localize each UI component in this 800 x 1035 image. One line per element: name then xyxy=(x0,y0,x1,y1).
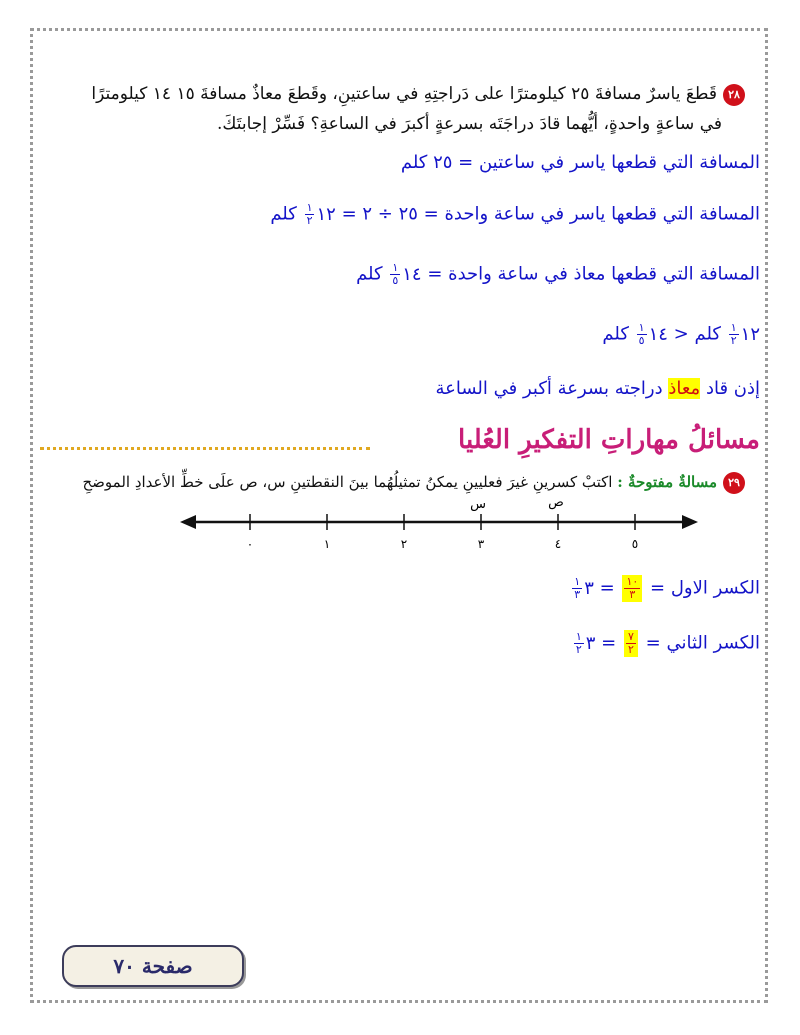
tick-group xyxy=(247,514,638,551)
mixed-number xyxy=(303,201,336,227)
highlighted-name: معاذ xyxy=(668,378,701,399)
whole-part: ٣ xyxy=(584,577,594,599)
question-28-line2: في ساعةٍ واحدةٍ، أيُّهما قادَ دراجَتَه بسرعةٍ أكبرَ في الساعةِ؟ فَسِّرْ إجابتَكَ. xyxy=(217,114,722,134)
fraction xyxy=(574,631,584,656)
question-number-badge: ٢٩ xyxy=(723,472,745,494)
denominator: ٢ xyxy=(627,643,634,656)
page-number-label: صفحة ٧٠ xyxy=(62,945,244,987)
tick-label: ١ xyxy=(323,537,331,551)
mixed-number xyxy=(570,575,594,601)
unit: كلم xyxy=(356,263,383,285)
denominator: ٢ xyxy=(730,334,737,347)
question-29-text: اكتبْ كسرينِ غيرَ فعليينِ يمكنُ تمثيلُهُما بينَ النقطتينِ س، ص علَى خطِّ الأعدادِ الموضحِ xyxy=(82,473,613,491)
tick-label: ٥ xyxy=(631,537,639,551)
less-than-sign: < xyxy=(673,323,689,345)
denominator: ٢ xyxy=(306,214,313,227)
point-p-label: ص xyxy=(548,495,564,510)
conclusion-pre: إذن قاد xyxy=(705,378,760,399)
second-fraction-label: الكسر الثاني = xyxy=(645,632,760,654)
section-title: مسائلُ مهاراتِ التفكيرِ العُليا xyxy=(458,425,760,455)
numerator: ١٠ xyxy=(626,575,639,588)
numerator: ١ xyxy=(730,321,737,334)
unit: كلم xyxy=(694,323,721,345)
arrow-right-icon xyxy=(682,515,698,529)
whole-part: ١٤ xyxy=(648,323,668,345)
mixed-number xyxy=(388,261,422,287)
question-28-line1: قَطعَ ياسرٌ مسافةَ ٢٥ كيلومترًا على دَراجتِهِ في ساعتينِ، وقَطعَ معاذٌ مسافةَ ١٥ ١٤ كيلومترًا xyxy=(91,84,717,104)
denominator: ٥ xyxy=(638,334,645,347)
tick-label: ٠ xyxy=(246,537,254,551)
whole-part: ١٢ xyxy=(740,323,760,345)
second-fraction-line: الكسر الثاني = $\frac{٧}{٢}$ = ٣ $\frac{١}{٢}$ xyxy=(572,630,760,657)
numerator: ١ xyxy=(392,261,399,274)
numerator: ١ xyxy=(638,321,645,334)
whole-part: ١٤ xyxy=(402,263,422,285)
arrow-left-icon xyxy=(180,515,196,529)
fraction xyxy=(390,262,400,287)
comparison-line xyxy=(602,322,760,347)
unit: كلم xyxy=(270,203,297,225)
dotted-divider xyxy=(40,447,370,450)
denominator: ٥ xyxy=(392,274,399,287)
answer-line-2 xyxy=(270,202,760,227)
conclusion-line xyxy=(435,378,760,399)
denominator: ٣ xyxy=(574,588,581,601)
mixed-number xyxy=(572,630,596,656)
answer-line-3-text: المسافة التي قطعها معاذ في ساعة واحدة = xyxy=(427,263,760,285)
numerator: ١ xyxy=(574,575,581,588)
tick-label: ٣ xyxy=(477,537,485,551)
numerator: ١ xyxy=(306,201,313,214)
fraction xyxy=(305,202,315,227)
tick-label: ٢ xyxy=(400,537,408,551)
improper-fraction xyxy=(622,575,642,602)
numerator: ٧ xyxy=(627,630,634,643)
conclusion-post: دراجته بسرعة أكبر في الساعة xyxy=(435,378,663,399)
mixed-number-b xyxy=(635,321,668,347)
point-s-label: س xyxy=(470,497,486,512)
denominator: ٢ xyxy=(575,643,582,656)
tick-label: ٤ xyxy=(554,537,562,551)
question-number-badge: ٢٨ xyxy=(723,84,745,106)
unit: كلم xyxy=(602,323,629,345)
whole-part: ٣ xyxy=(585,632,596,654)
answer-line-1: المسافة التي قطعها ياسر في ساعتين = ٢٥ كلم xyxy=(400,152,760,173)
section-header xyxy=(40,425,760,465)
fraction xyxy=(729,322,739,347)
first-fraction-label: الكسر الاول = xyxy=(650,577,760,599)
denominator: ٣ xyxy=(629,588,636,601)
number-line xyxy=(180,490,700,560)
improper-fraction xyxy=(624,630,638,657)
answer-line-2-text: المسافة التي قطعها ياسر في ساعة واحدة = ٢٥ ÷ ٢ = xyxy=(341,203,760,225)
fraction xyxy=(572,576,582,601)
answer-line-3 xyxy=(356,262,760,287)
mixed-number-a xyxy=(727,321,760,347)
first-fraction-line: الكسر الاول = $\frac{١٠}{٣}$ = ٣ $\frac{١}{٣}$ xyxy=(570,575,760,602)
whole-part: ١٢ xyxy=(316,203,336,225)
question-29-lead: مسالةٌ مفتوحةٌ : xyxy=(617,473,717,491)
question-28 xyxy=(45,78,745,110)
numerator: ١ xyxy=(575,630,582,643)
fraction xyxy=(637,322,647,347)
